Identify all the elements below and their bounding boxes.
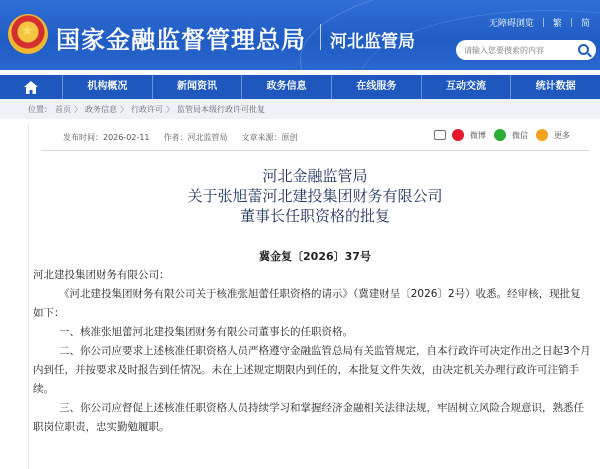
- weibo-icon[interactable]: [452, 129, 464, 141]
- meta-divider: [41, 150, 589, 151]
- wechat-icon[interactable]: [494, 129, 506, 141]
- share-more-label[interactable]: 更多: [554, 130, 570, 140]
- site-subtitle[interactable]: 河北监管局: [330, 32, 415, 52]
- document-title-line: 关于张旭蕾河北建投集团财务有限公司: [187, 187, 443, 205]
- document-number: 冀金复〔2026〕37号: [259, 250, 371, 263]
- breadcrumb-label: 位置：: [28, 104, 52, 114]
- nav-item-organization[interactable]: 机构概况: [62, 75, 152, 99]
- body-paragraph: 二、你公司应要求上述核准任职资格人员严格遵守金融监管总局有关监管规定，自本行政许可决定作出之日起3个月内到任，并按要求及时报告到任情况。未在上述规定期限内到任的，本批复文件失效，由决定机关办理行政许可注销手续。: [33, 345, 591, 395]
- breadcrumb-administrative-license[interactable]: 行政许可: [131, 104, 163, 114]
- nav-item-statistics[interactable]: 统计数据: [510, 75, 600, 99]
- nav-item-online-services[interactable]: 在线服务: [331, 75, 421, 99]
- search-icon[interactable]: [578, 44, 589, 55]
- nav-item-news[interactable]: 新闻资讯: [152, 75, 242, 99]
- title-divider: [320, 24, 321, 50]
- document-body: [33, 266, 591, 437]
- nav-item-government-info[interactable]: 政务信息: [241, 75, 331, 99]
- home-icon[interactable]: [0, 75, 62, 99]
- national-emblem-icon: [8, 14, 48, 54]
- link-separator: |: [541, 17, 545, 28]
- share-weibo-label[interactable]: 微博: [470, 130, 486, 140]
- site-title[interactable]: 国家金融监督管理总局: [56, 26, 306, 54]
- traditional-link[interactable]: 繁: [552, 19, 562, 29]
- document-title: [29, 166, 600, 226]
- article-author: 作者：河北监管局: [163, 133, 228, 142]
- breadcrumb-license-replies[interactable]: 监管局本级行政许可批复: [177, 104, 265, 114]
- article-meta: [63, 132, 298, 143]
- document-title-line: 河北金融监管局: [262, 167, 368, 185]
- body-paragraph: 《河北建投集团财务有限公司关于核准张旭蕾任职资格的请示》（冀建财呈〔2026〕2号）收悉。经审核，现批复如下：: [33, 288, 581, 319]
- breadcrumb-separator: 〉: [74, 104, 82, 114]
- publish-date: 发布时间：2026-02-11: [63, 133, 150, 142]
- document-title-line: 董事长任职资格的批复: [239, 207, 390, 225]
- print-icon[interactable]: [434, 130, 446, 140]
- share-wechat-label[interactable]: 微信: [512, 130, 528, 140]
- more-share-icon[interactable]: [536, 129, 548, 141]
- article: [28, 124, 600, 469]
- breadcrumb-separator: 〉: [120, 104, 128, 114]
- article-origin: 文章来源：原创: [241, 133, 298, 142]
- breadcrumb-home[interactable]: 首页: [55, 104, 71, 114]
- body-salutation: 河北建投集团财务有限公司：: [33, 269, 170, 281]
- accessibility-link[interactable]: 无障碍浏览: [488, 19, 534, 29]
- simplified-link[interactable]: 简: [580, 19, 590, 29]
- link-separator: |: [569, 17, 573, 28]
- body-paragraph: 三、你公司应督促上述核准任职资格人员持续学习和掌握经济金融相关法律法规，牢固树立风险合规意识，熟悉任职岗位职责，忠实勤勉履职。: [33, 402, 584, 433]
- site-header: [0, 0, 600, 70]
- main-nav: [0, 75, 600, 99]
- search-input[interactable]: [456, 40, 596, 60]
- breadcrumb-separator: 〉: [166, 104, 174, 114]
- breadcrumb-government-info[interactable]: 政务信息: [85, 104, 117, 114]
- nav-item-interaction[interactable]: 互动交流: [421, 75, 511, 99]
- top-links: [489, 16, 590, 29]
- breadcrumb: [0, 99, 600, 119]
- body-paragraph: 一、核准张旭蕾河北建投集团财务有限公司董事长的任职资格。: [59, 326, 353, 338]
- share-bar: [434, 129, 572, 141]
